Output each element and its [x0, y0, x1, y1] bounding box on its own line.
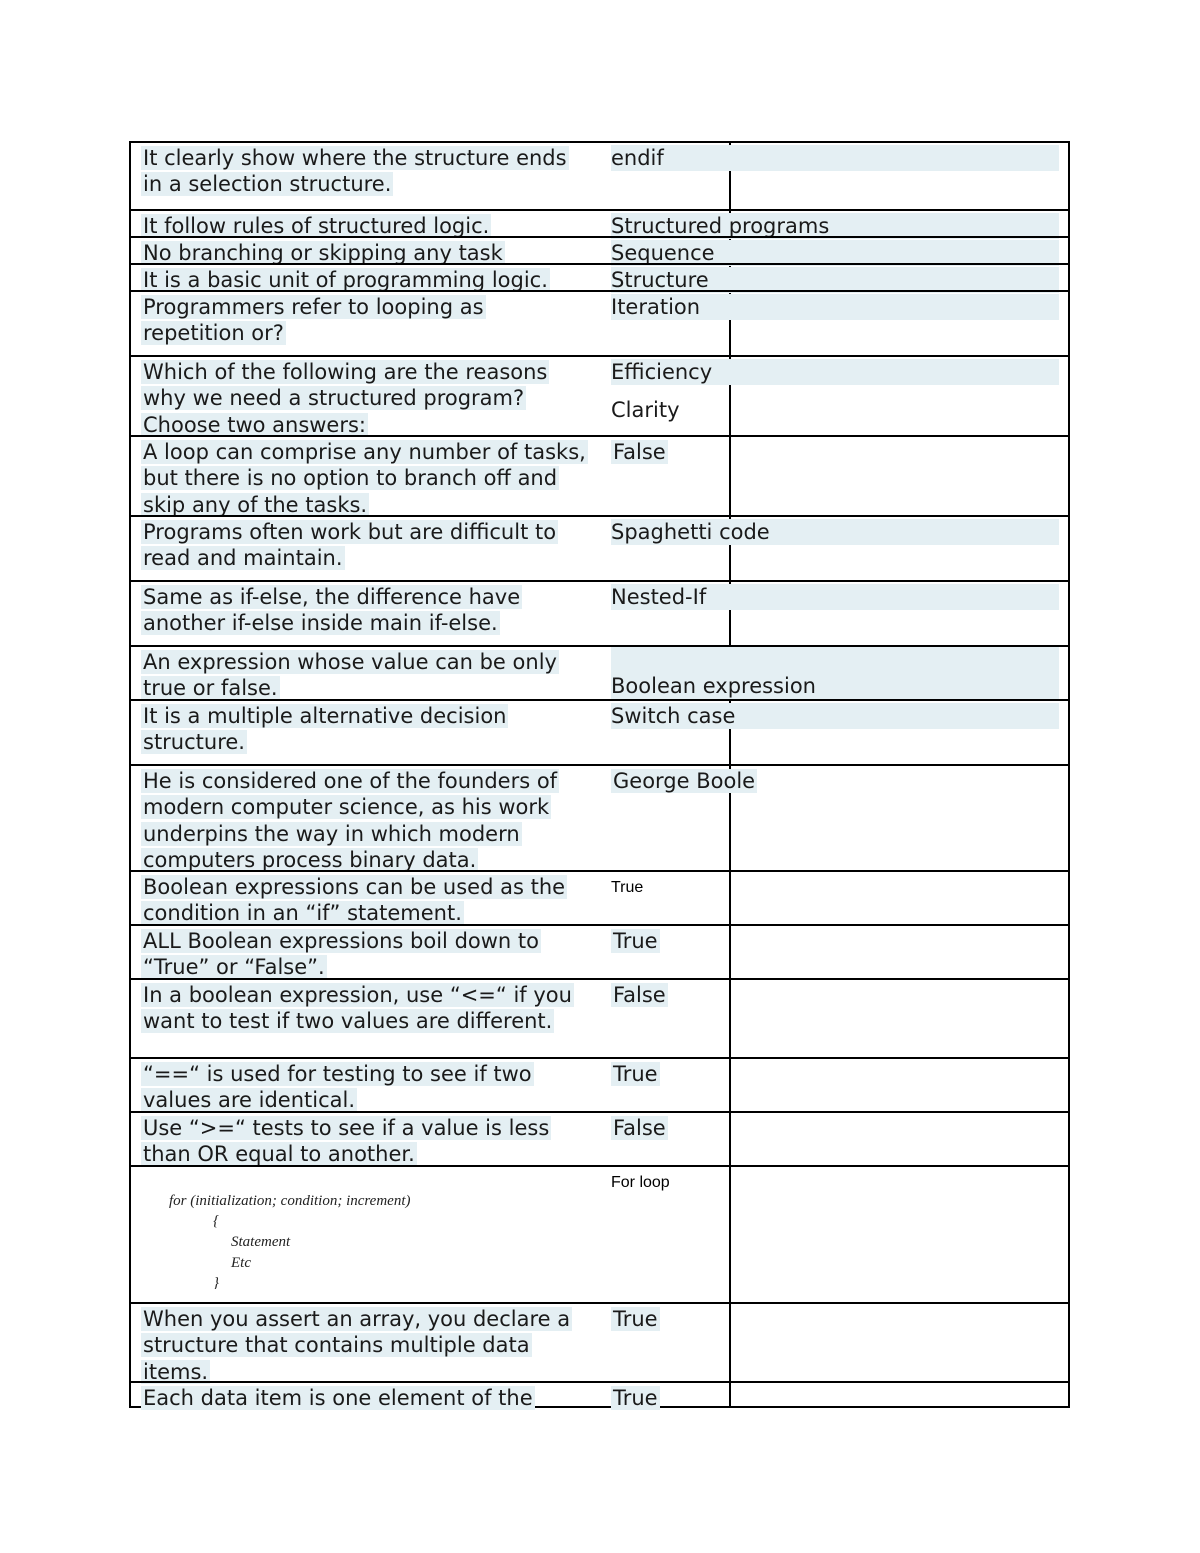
- question-cell: [141, 1115, 591, 1168]
- table-row: [131, 924, 1068, 978]
- table-row: [131, 645, 1068, 699]
- question-cell: [141, 145, 591, 198]
- answer-text: False: [613, 440, 666, 464]
- question-text: In a boolean expression, use “<=“ if you want to test if two values are different.: [143, 983, 572, 1034]
- table-row: [131, 699, 1068, 764]
- answer-text: Nested-If: [611, 584, 1059, 610]
- answer-text: False: [613, 983, 666, 1007]
- table-row: [131, 290, 1068, 355]
- question-text: ALL Boolean expressions boil down to “True” or “False”.: [143, 929, 539, 980]
- answer-text: Boolean expression: [611, 673, 1059, 699]
- question-text: It follow rules of structured logic.: [143, 214, 490, 238]
- question-cell: [141, 982, 591, 1035]
- question-text: He is considered one of the founders of modern computer science, as his work underpins the way in which modern computers process binary data.: [143, 769, 558, 873]
- question-cell: [141, 1061, 591, 1114]
- table-row: [131, 143, 1068, 209]
- table-row: [131, 870, 1068, 924]
- table-row: [131, 435, 1068, 515]
- answer-cell: [611, 1115, 1061, 1141]
- question-cell: [141, 439, 591, 518]
- answer-cell: [611, 928, 1061, 954]
- table-row: [131, 355, 1068, 435]
- question-text: Boolean expressions can be used as the condition in an “if” statement.: [143, 875, 566, 926]
- question-text: Same as if-else, the difference have another if-else inside main if-else.: [143, 585, 521, 636]
- question-cell: [141, 768, 591, 874]
- answer-text: George Boole: [613, 769, 756, 793]
- question-cell: [141, 1306, 591, 1385]
- answer-cell: [611, 1306, 1061, 1332]
- question-cell: [141, 359, 591, 438]
- answer-text-second: Clarity: [611, 398, 680, 423]
- table-row: [131, 1381, 1068, 1408]
- table-row: [131, 515, 1068, 580]
- answer-cell: [611, 1173, 1061, 1193]
- answer-text: Efficiency: [611, 359, 1059, 385]
- answer-cell: [611, 439, 1061, 465]
- table-row: [131, 580, 1068, 645]
- answer-cell: [611, 1061, 1061, 1087]
- question-text: When you assert an array, you declare a structure that contains multiple data items.: [143, 1307, 571, 1384]
- code-line: {: [213, 1213, 219, 1229]
- answer-cell: [611, 294, 1061, 320]
- answer-text: True: [613, 929, 658, 953]
- answer-text: False: [613, 1116, 666, 1140]
- answer-cell: [611, 1385, 1061, 1411]
- answer-text: True: [613, 1386, 658, 1410]
- question-text: It is a basic unit of programming logic.: [143, 268, 548, 292]
- table-row: [131, 1057, 1068, 1111]
- answer-cell: [611, 145, 1061, 171]
- question-cell: [141, 1385, 591, 1411]
- code-line: }: [213, 1275, 219, 1289]
- table-row: [131, 209, 1068, 236]
- answer-text: True: [613, 1062, 658, 1086]
- answer-text: Structure: [611, 267, 1059, 293]
- answer-text: Sequence: [611, 240, 1059, 266]
- answer-cell: [611, 768, 1061, 794]
- question-cell: [141, 519, 591, 572]
- table-row: [131, 263, 1068, 290]
- answer-highlight-spacer: [611, 647, 1059, 673]
- table-row: [131, 1111, 1068, 1165]
- question-text: Use “>=“ tests to see if a value is less than OR equal to another.: [143, 1116, 550, 1167]
- question-cell: [141, 584, 591, 637]
- answer-text: Iteration: [611, 294, 1059, 320]
- question-text: Programs often work but are difficult to read and maintain.: [143, 520, 557, 571]
- answer-text: For loop: [611, 1174, 670, 1191]
- answer-text: Structured programs: [611, 213, 1059, 239]
- answer-cell: [611, 982, 1061, 1008]
- table-row: [131, 1302, 1068, 1384]
- question-cell: [141, 649, 591, 702]
- question-text: Programmers refer to looping as repetition or?: [143, 295, 484, 346]
- question-text: “==“ is used for testing to see if two values are identical.: [143, 1062, 532, 1113]
- qa-table: [129, 141, 1070, 1408]
- answer-text: endif: [611, 145, 1059, 171]
- answer-cell: [611, 647, 1061, 699]
- table-row: [131, 236, 1068, 263]
- answer-text: True: [613, 1307, 658, 1331]
- code-line: Etc: [231, 1255, 251, 1271]
- answer-cell: [611, 359, 1061, 424]
- for-loop-syntax-image: [167, 1179, 487, 1293]
- answer-text: True: [611, 879, 644, 896]
- table-row: [131, 1165, 1068, 1302]
- question-text: A loop can comprise any number of tasks, but there is no option to branch off and skip any of the tasks.: [143, 440, 586, 517]
- question-text: Which of the following are the reasons why we need a structured program? Choose two answers:: [143, 360, 548, 437]
- code-line: Statement: [231, 1234, 291, 1250]
- question-cell: [141, 294, 591, 347]
- answer-text: Switch case: [611, 703, 1059, 729]
- question-cell: [141, 874, 591, 927]
- question-text: No branching or skipping any task: [143, 241, 503, 265]
- answer-cell: [611, 703, 1061, 729]
- question-text: It clearly show where the structure ends in a selection structure.: [143, 146, 567, 197]
- answer-cell: [611, 584, 1061, 610]
- question-text: An expression whose value can be only true or false.: [143, 650, 557, 701]
- question-text: It is a multiple alternative decision structure.: [143, 704, 507, 755]
- answer-text: Spaghetti code: [611, 519, 1059, 545]
- table-row: [131, 978, 1068, 1057]
- question-cell: [141, 703, 591, 756]
- question-cell: [141, 928, 591, 981]
- answer-cell: [611, 519, 1061, 545]
- table-row: [131, 764, 1068, 873]
- code-line: for (initialization; condition; increment): [169, 1193, 411, 1209]
- question-text: Each data item is one element of the: [143, 1386, 533, 1410]
- answer-cell: [611, 878, 1061, 898]
